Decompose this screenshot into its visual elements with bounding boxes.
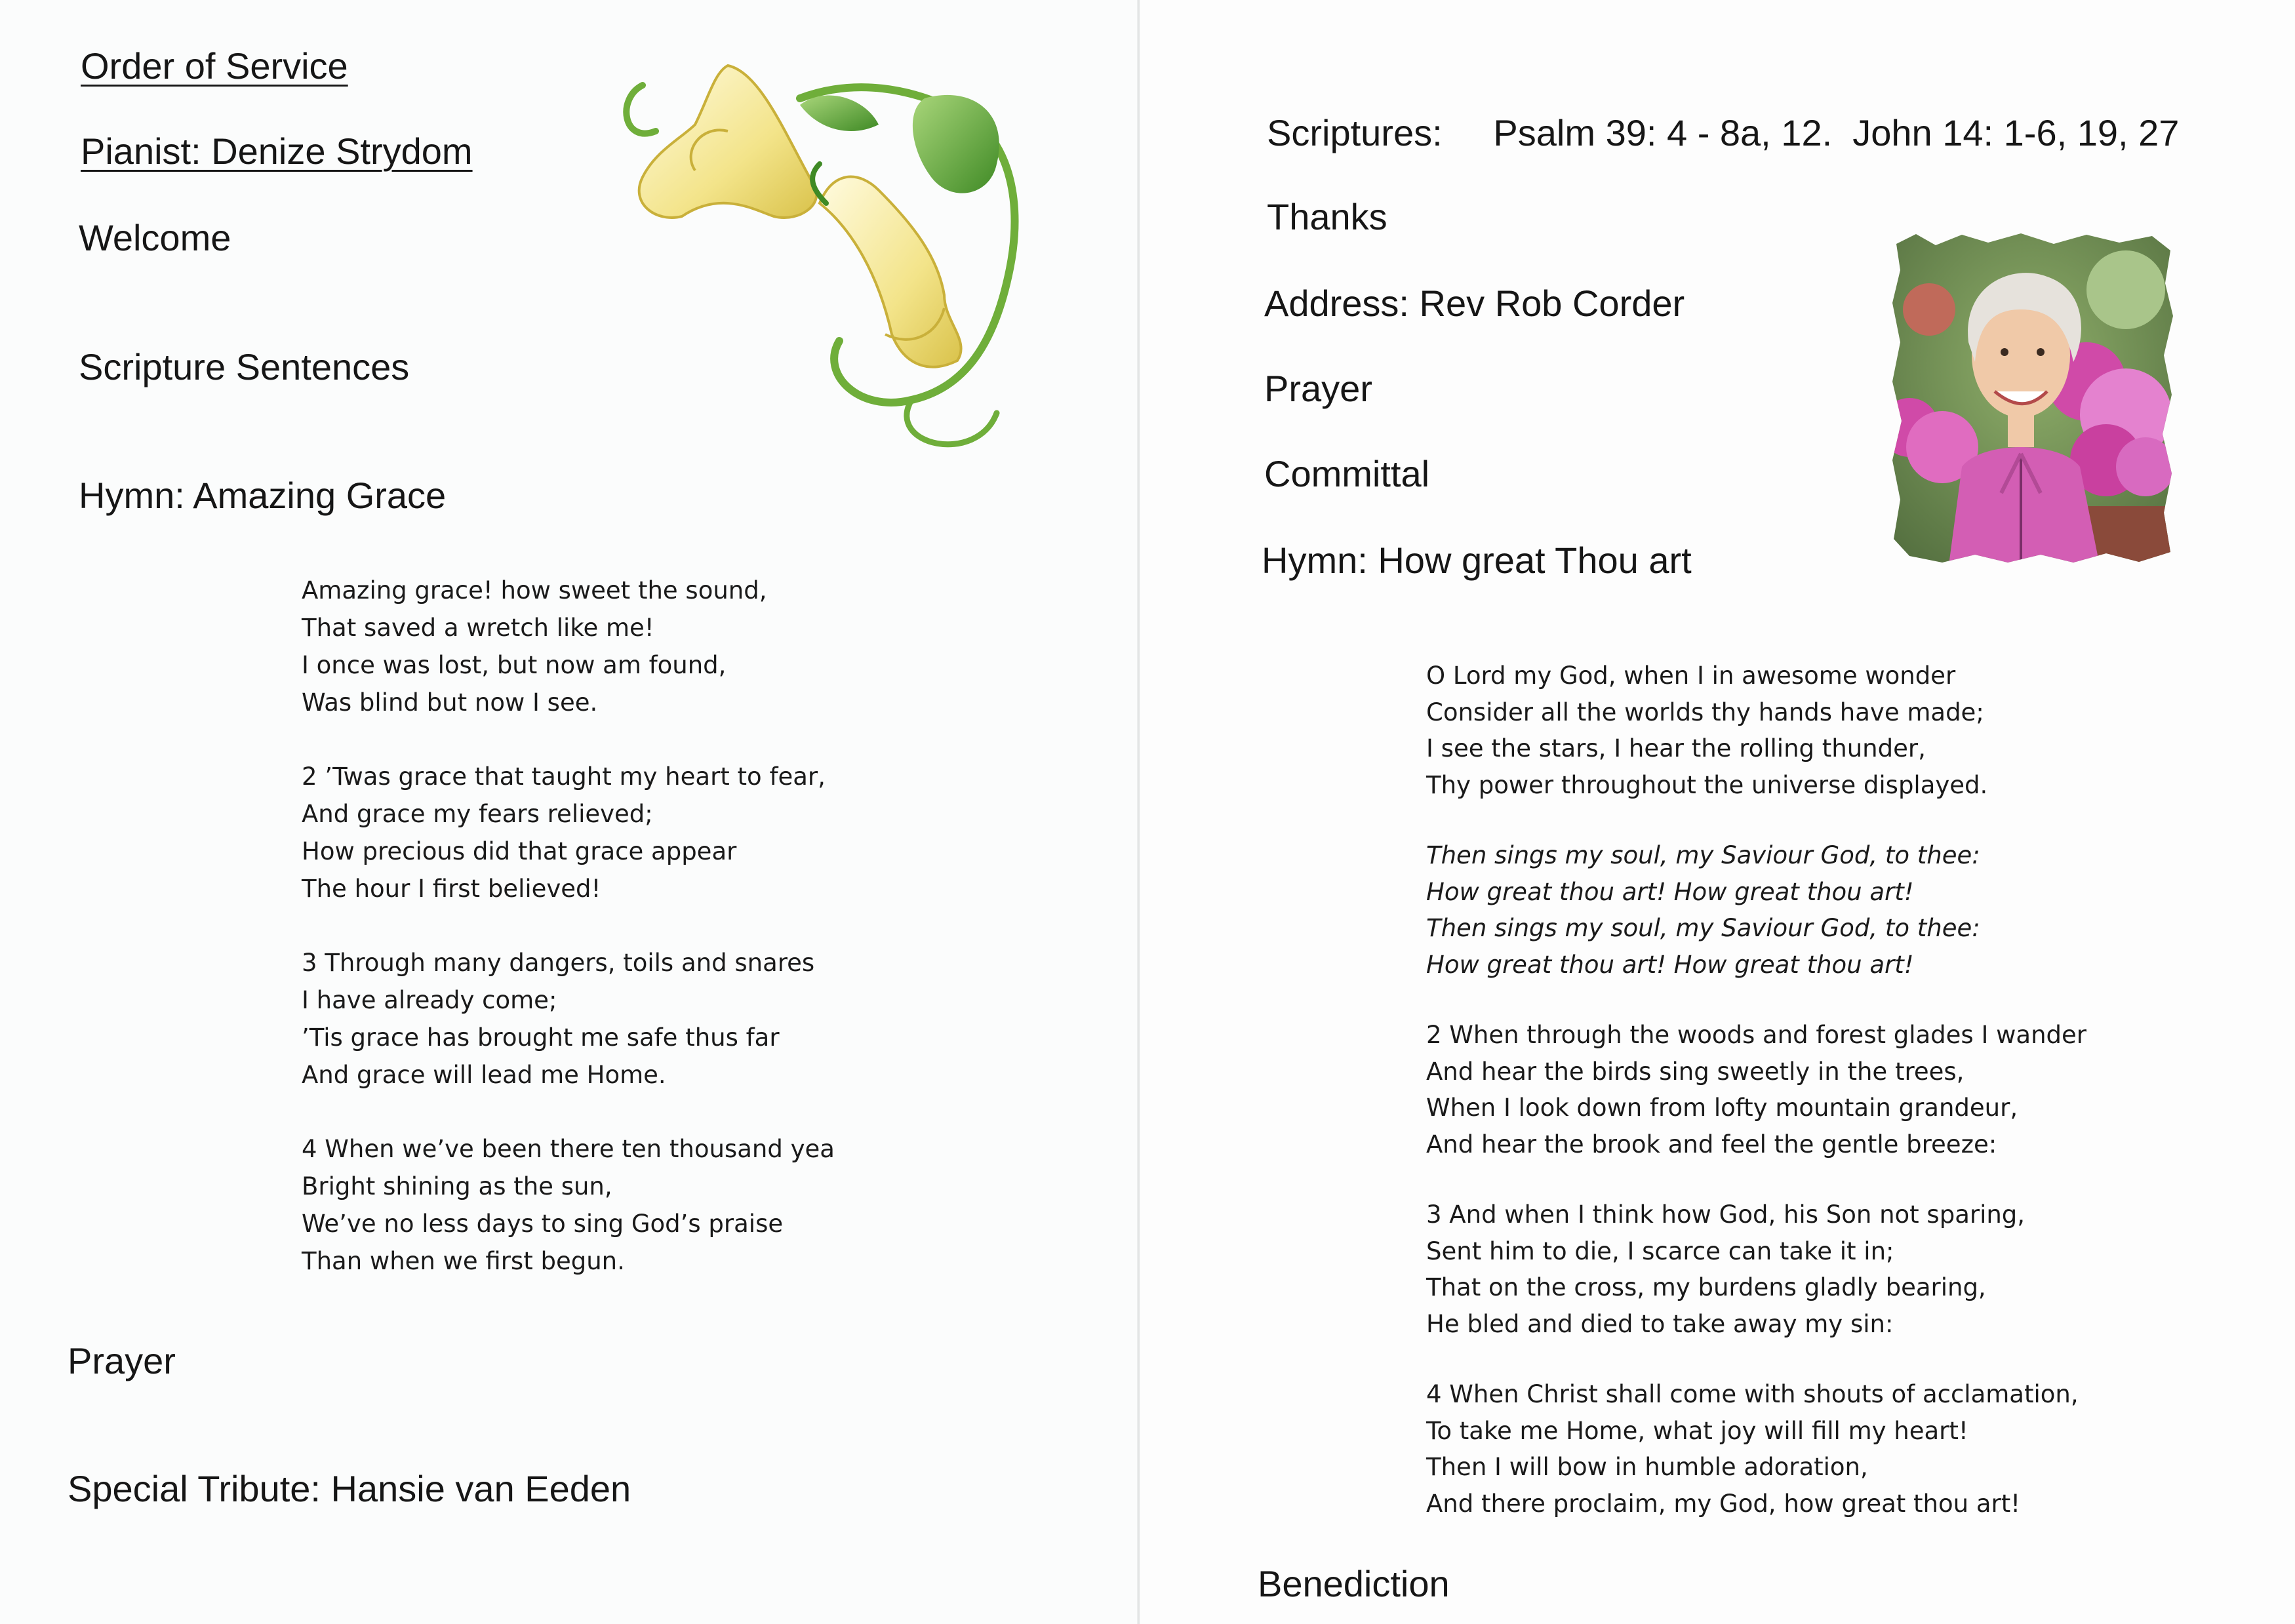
lyric-line: 2 When through the woods and forest glades I wander [1426,1021,2086,1049]
address-item: Address: Rev Rob Corder [1264,283,1685,324]
lyric-line: To take me Home, what joy will fill my heart! [1426,1416,1968,1445]
lyric-line: 2 ’Twas grace that taught my heart to fear, [302,762,826,791]
hymn2-refrain [1426,837,2086,983]
lyric-line: How great thou art! How great thou art! [1426,877,1914,906]
lyric-line: We’ve no less days to sing God’s praise [302,1210,784,1238]
lyric-line: Than when we first begun. [302,1247,625,1275]
hymn1-stanza [302,1130,835,1280]
hymn1-stanza [302,572,835,721]
lyric-line: When I look down from lofty mountain grandeur, [1426,1094,2018,1122]
welcome-item: Welcome [79,217,231,258]
memorial-portrait-photo [1890,231,2175,565]
scriptures-line: Scriptures: Psalm 39: 4 - 8a, 12. John 14: 1-6, 19, 27 [1267,112,2180,153]
lyric-line: Sent him to die, I scarce can take it in; [1426,1237,1894,1265]
trumpet-lily-flower-icon [603,59,1049,465]
lyric-line: That on the cross, my burdens gladly bearing, [1426,1273,1986,1301]
left-page [0,0,1140,1624]
lyric-line: O Lord my God, when I in awesome wonder [1426,662,1956,690]
lyric-line: I once was lost, but now am found, [302,651,727,679]
lyric-line: Bright shining as the sun, [302,1172,612,1200]
thanks-item: Thanks [1267,196,1387,237]
prayer-item-right: Prayer [1264,368,1372,409]
lyric-line: He bled and died to take away my sin: [1426,1309,1894,1338]
lyric-line: Was blind but now I see. [302,688,598,717]
benediction-item: Benediction [1258,1563,1450,1604]
lyric-line: 4 When we’ve been there ten thousand yea [302,1135,835,1163]
lyric-line: Thy power throughout the universe displayed. [1426,770,1988,799]
lyric-line: Then sings my soul, my Saviour God, to thee: [1426,914,1980,942]
lyric-line: Then sings my soul, my Saviour God, to thee: [1426,841,1980,869]
lyric-line: 3 Through many dangers, toils and snares [302,949,815,977]
right-page [1140,0,2295,1624]
lyric-line: I see the stars, I hear the rolling thunder, [1426,734,1926,762]
hymn-how-great-thou-art-title: Hymn: How great Thou art [1262,540,1692,581]
lyric-line: The hour I first believed! [302,875,601,903]
lyric-line: How great thou art! How great thou art! [1426,950,1914,979]
lyric-line: Consider all the worlds thy hands have made; [1426,698,1984,726]
hymn-how-great-thou-art-lyrics [1426,658,2086,1522]
lyric-line: And grace will lead me Home. [302,1061,666,1089]
lyric-line: And there proclaim, my God, how great thou art! [1426,1489,2021,1518]
lyric-line: That saved a wretch like me! [302,614,654,642]
lyric-line: Amazing grace! how sweet the sound, [302,576,767,604]
lyric-line: And grace my fears relieved; [302,800,653,828]
prayer-item: Prayer [68,1340,176,1381]
lyric-line: And hear the birds sing sweetly in the trees, [1426,1057,1965,1086]
hymn2-stanza [1426,1197,2086,1342]
hymn1-stanza [302,758,835,907]
lyric-line: ’Tis grace has brought me safe thus far [302,1023,780,1052]
hymn2-stanza [1426,1017,2086,1162]
hymn-amazing-grace-lyrics [302,572,835,1280]
committal-item: Committal [1264,453,1430,494]
hymn-amazing-grace-title: Hymn: Amazing Grace [79,475,447,516]
hymn2-stanza [1426,1376,2086,1522]
scripture-sentences-item: Scripture Sentences [79,346,410,387]
lyric-line: Then I will bow in humble adoration, [1426,1453,1868,1481]
lyric-line: 4 When Christ shall come with shouts of acclamation, [1426,1380,2079,1408]
hymn1-stanza [302,944,835,1094]
pianist-line: Pianist: Denize Strydom [81,130,473,172]
lyric-line: I have already come; [302,986,557,1014]
special-tribute-item: Special Tribute: Hansie van Eeden [68,1468,631,1509]
order-of-service-heading: Order of Service [81,45,348,87]
lyric-line: And hear the brook and feel the gentle breeze: [1426,1130,1997,1159]
hymn2-stanza [1426,658,2086,803]
lyric-line: How precious did that grace appear [302,837,737,865]
portrait-image [1890,231,2175,565]
lyric-line: 3 And when I think how God, his Son not sparing, [1426,1200,2026,1229]
